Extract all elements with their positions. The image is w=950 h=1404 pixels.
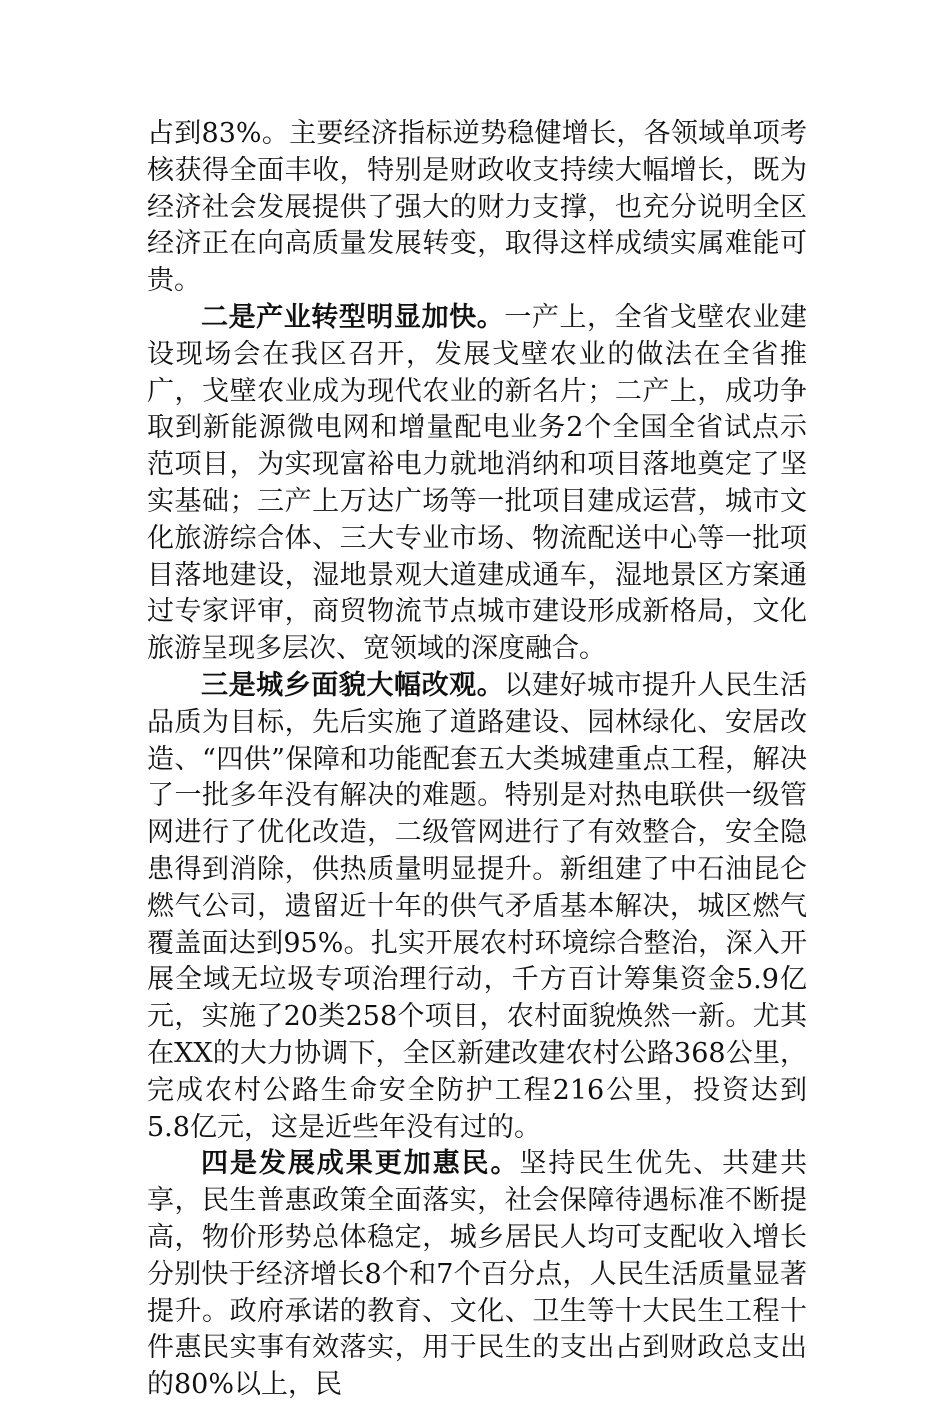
- paragraph-livelihood: [147, 1146, 807, 1404]
- paragraph-lead: 三是城乡面貌大幅改观。: [201, 669, 505, 701]
- document-page: [147, 116, 807, 1404]
- paragraph-industry-transformation: [147, 300, 807, 668]
- paragraph-lead: 二是产业转型明显加快。: [201, 301, 505, 333]
- paragraph-body: 占到83%。主要经济指标逆势稳健增长，各领域单项考核获得全面丰收，特别是财政收支持续大幅增长，既为经济社会发展提供了强大的财力支撑，也充分说明全区经济正在向高质量发展转变，取得这样成绩实属难能可贵。: [147, 118, 807, 297]
- paragraph-continuation: [147, 116, 807, 300]
- paragraph-urban-rural: [147, 668, 807, 1146]
- paragraph-body: 一产上，全省戈壁农业建设现场会在我区召开，发展戈壁农业的做法在全省推广，戈壁农业成为现代农业的新名片；二产上，成功争取到新能源微电网和增量配电业务2个全国全省试点示范项目，为实现富裕电力就地消纳和项目落地奠定了坚实基础；三产上万达广场等一批项目建成运营，城市文化旅游综合体、三大专业市场、物流配送中心等一批项目落地建设，湿地景观大道建成通车，湿地景区方案通过专家评审，商贸物流节点城市建设形成新格局，文化旅游呈现多层次、宽领域的深度融合。: [147, 301, 808, 665]
- paragraph-body: 坚持民生优先、共建共享，民生普惠政策全面落实，社会保障待遇标准不断提高，物价形势总体稳定，城乡居民人均可支配收入增长分别快于经济增长8个和7个百分点，人民生活质量显著提升。政府承诺的教育、文化、卫生等十大民生工程十件惠民实事有效落实，用于民生的支出占到财政总支出的80%以上，民: [147, 1148, 808, 1401]
- paragraph-lead: 四是发展成果更加惠民。: [201, 1148, 520, 1180]
- paragraph-body: 以建好城市提升人民生活品质为目标，先后实施了道路建设、园林绿化、安居改造、“四供”保障和功能配套五大类城建重点工程，解决了一批多年没有解决的难题。特别是对热电联供一级管网进行了优化改造，二级管网进行了有效整合，安全隐患得到消除，供热质量明显提升。新组建了中石油昆仑燃气公司，遗留近十年的供气矛盾基本解决，城区燃气覆盖面达到95%。扎实开展农村环境综合整治，深入开展全域无垃圾专项治理行动，千方百计筹集资金5.9亿元，实施了20类258个项目，农村面貌焕然一新。尤其在XX的大力协调下，全区新建改建农村公路368公里，完成农村公路生命安全防护工程216公里，投资达到5.8亿元，这是近些年没有过的。: [147, 669, 808, 1143]
